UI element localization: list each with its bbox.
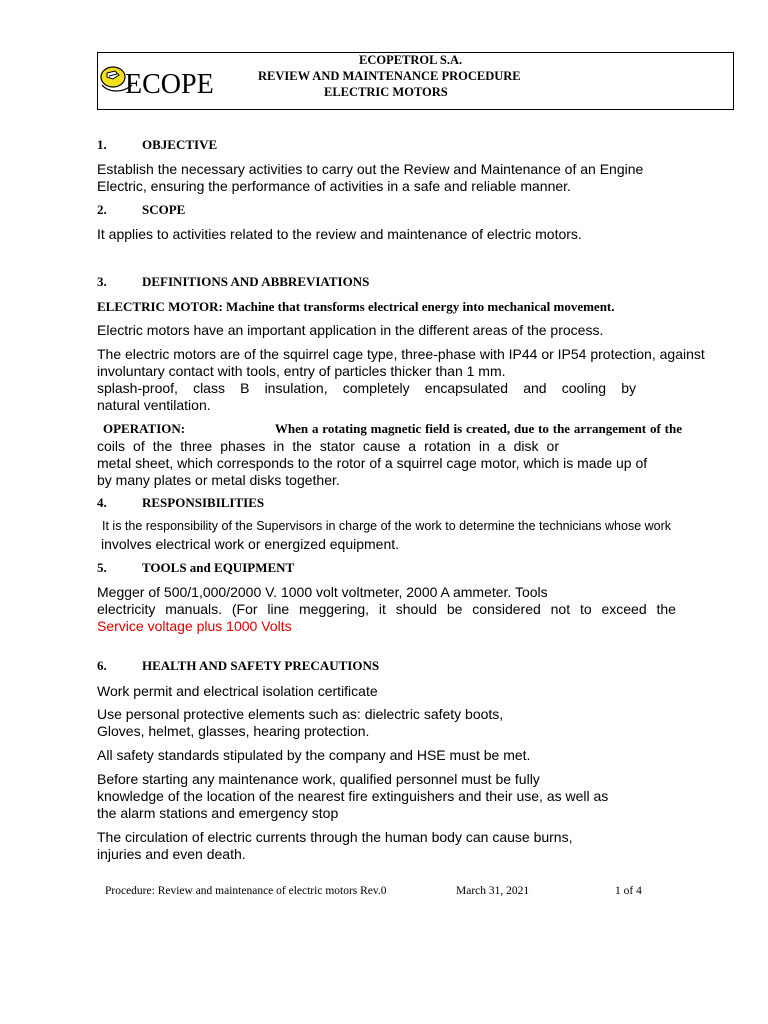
- section-title-health-safety: HEALTH AND SAFETY PRECAUTIONS: [142, 658, 380, 673]
- word: exceed: [601, 601, 647, 617]
- definitions-justified-line: [97, 380, 636, 397]
- word: of: [133, 438, 145, 454]
- word: encapsulated: [424, 380, 509, 396]
- objective-text-line: Establish the necessary activities to carry out the Review and Maintenance of an Engine: [97, 161, 644, 177]
- safety-text: All safety standards stipulated by the company and HSE must be met.: [97, 747, 531, 763]
- word: the: [152, 438, 173, 454]
- definitions-paragraph-line: natural ventilation.: [97, 397, 211, 413]
- objective-text-line: Electric, ensuring the performance of activities in a safe and reliable manner.: [97, 178, 571, 194]
- company-name: ECOPETROL S.A.: [359, 53, 463, 67]
- safety-text-line: the alarm stations and emergency stop: [97, 805, 339, 821]
- logo-text: ECOPE: [125, 69, 214, 100]
- word: three: [180, 438, 213, 454]
- document-title: REVIEW AND MAINTENANCE PROCEDURE: [258, 69, 521, 83]
- section-title-objective: OBJECTIVE: [142, 137, 218, 152]
- safety-text-line: The circulation of electric currents through the human body can cause burns,: [97, 829, 573, 845]
- definitions-paragraph: Electric motors have an important application in the different areas of the process.: [97, 322, 604, 338]
- word: stator: [319, 438, 355, 454]
- word: meggering,: [299, 601, 370, 617]
- operation-label: OPERATION:: [103, 421, 186, 436]
- operation-line: [97, 421, 682, 437]
- word: and: [523, 380, 547, 396]
- word: electricity: [97, 601, 156, 617]
- operation-text: When a rotating magnetic field is created, due to the arrangement of the: [274, 421, 682, 436]
- word: B: [240, 380, 250, 396]
- section-title-scope: SCOPE: [142, 202, 186, 217]
- safety-text-line: Use personal protective elements such as: dielectric safety boots,: [97, 706, 504, 722]
- safety-text-line: knowledge of the location of the nearest fire extinguishers and their use, as well as: [97, 788, 609, 804]
- tools-text-line: Megger of 500/1,000/2000 V. 1000 volt voltmeter, 2000 A ammeter. Tools: [97, 584, 548, 600]
- footer-page-number: 1 of 4: [615, 885, 642, 897]
- word: manuals.: [165, 601, 223, 617]
- section-title-definitions: DEFINITIONS AND ABBREVIATIONS: [142, 274, 370, 289]
- word: cause: [362, 438, 401, 454]
- section-title-tools: TOOLS and EQUIPMENT: [142, 560, 295, 575]
- word: insulation,: [264, 380, 328, 396]
- word: line: [267, 601, 290, 617]
- word: it: [378, 601, 386, 617]
- word: the: [656, 601, 676, 617]
- safety-text-line: Before starting any maintenance work, qualified personnel must be fully: [97, 771, 540, 787]
- word: coils: [97, 438, 126, 454]
- section-title-responsibilities: RESPONSIBILITIES: [142, 495, 265, 510]
- word: the: [292, 438, 312, 454]
- word: cooling: [561, 380, 607, 396]
- word: disk: [513, 438, 539, 454]
- document-subtitle: ELECTRIC MOTORS: [324, 85, 448, 99]
- tools-justified-line: [97, 601, 676, 618]
- word: considered: [472, 601, 541, 617]
- safety-text-line: injuries and even death.: [97, 846, 246, 862]
- safety-text: Work permit and electrical isolation certificate: [97, 683, 378, 699]
- safety-text-line: Gloves, helmet, glasses, hearing protection.: [97, 723, 370, 739]
- responsibilities-text-line: It is the responsibility of the Supervisors in charge of the work to determine the technicians whose work: [102, 519, 672, 533]
- word: in: [273, 438, 285, 454]
- word: splash-proof,: [97, 380, 178, 396]
- footer-procedure: Procedure: Review and maintenance of electric motors Rev.0: [105, 885, 387, 897]
- section-number: 4.: [97, 495, 107, 510]
- word: completely: [342, 380, 410, 396]
- operation-justified-line: [97, 438, 559, 455]
- definitions-paragraph-line: The electric motors are of the squirrel cage type, three-phase with IP44 or IP54 protection, against: [97, 346, 705, 362]
- word: a: [408, 438, 417, 454]
- word: be: [446, 601, 463, 617]
- word: or: [546, 438, 559, 454]
- word: in: [478, 438, 490, 454]
- ecopetrol-logo: [99, 63, 231, 101]
- word: phases: [220, 438, 266, 454]
- word: a: [497, 438, 506, 454]
- definitions-paragraph-line: involuntary contact with tools, entry of particles thicker than 1 mm.: [97, 363, 506, 379]
- word: not: [550, 601, 571, 617]
- section-number: 3.: [97, 274, 107, 289]
- scope-text: It applies to activities related to the review and maintenance of electric motors.: [97, 226, 582, 242]
- operation-text-line: by many plates or metal disks together.: [97, 472, 340, 488]
- operation-text-line: metal sheet, which corresponds to the rotor of a squirrel cage motor, which is made up of: [97, 455, 648, 471]
- section-number: 6.: [97, 658, 107, 673]
- word: to: [579, 601, 592, 617]
- word: class: [193, 380, 225, 396]
- word: (For: [231, 601, 258, 617]
- electric-motor-definition: ELECTRIC MOTOR: Machine that transforms electrical energy into mechanical movement.: [97, 299, 615, 314]
- section-number: 1.: [97, 137, 107, 152]
- section-number: 2.: [97, 202, 107, 217]
- service-voltage-note: Service voltage plus 1000 Volts: [97, 618, 292, 634]
- word: should: [395, 601, 438, 617]
- responsibilities-text-line: involves electrical work or energized equipment.: [101, 536, 400, 552]
- word: by: [621, 380, 636, 396]
- section-number: 5.: [97, 560, 107, 575]
- footer-date: March 31, 2021: [456, 885, 530, 897]
- word: rotation: [424, 438, 471, 454]
